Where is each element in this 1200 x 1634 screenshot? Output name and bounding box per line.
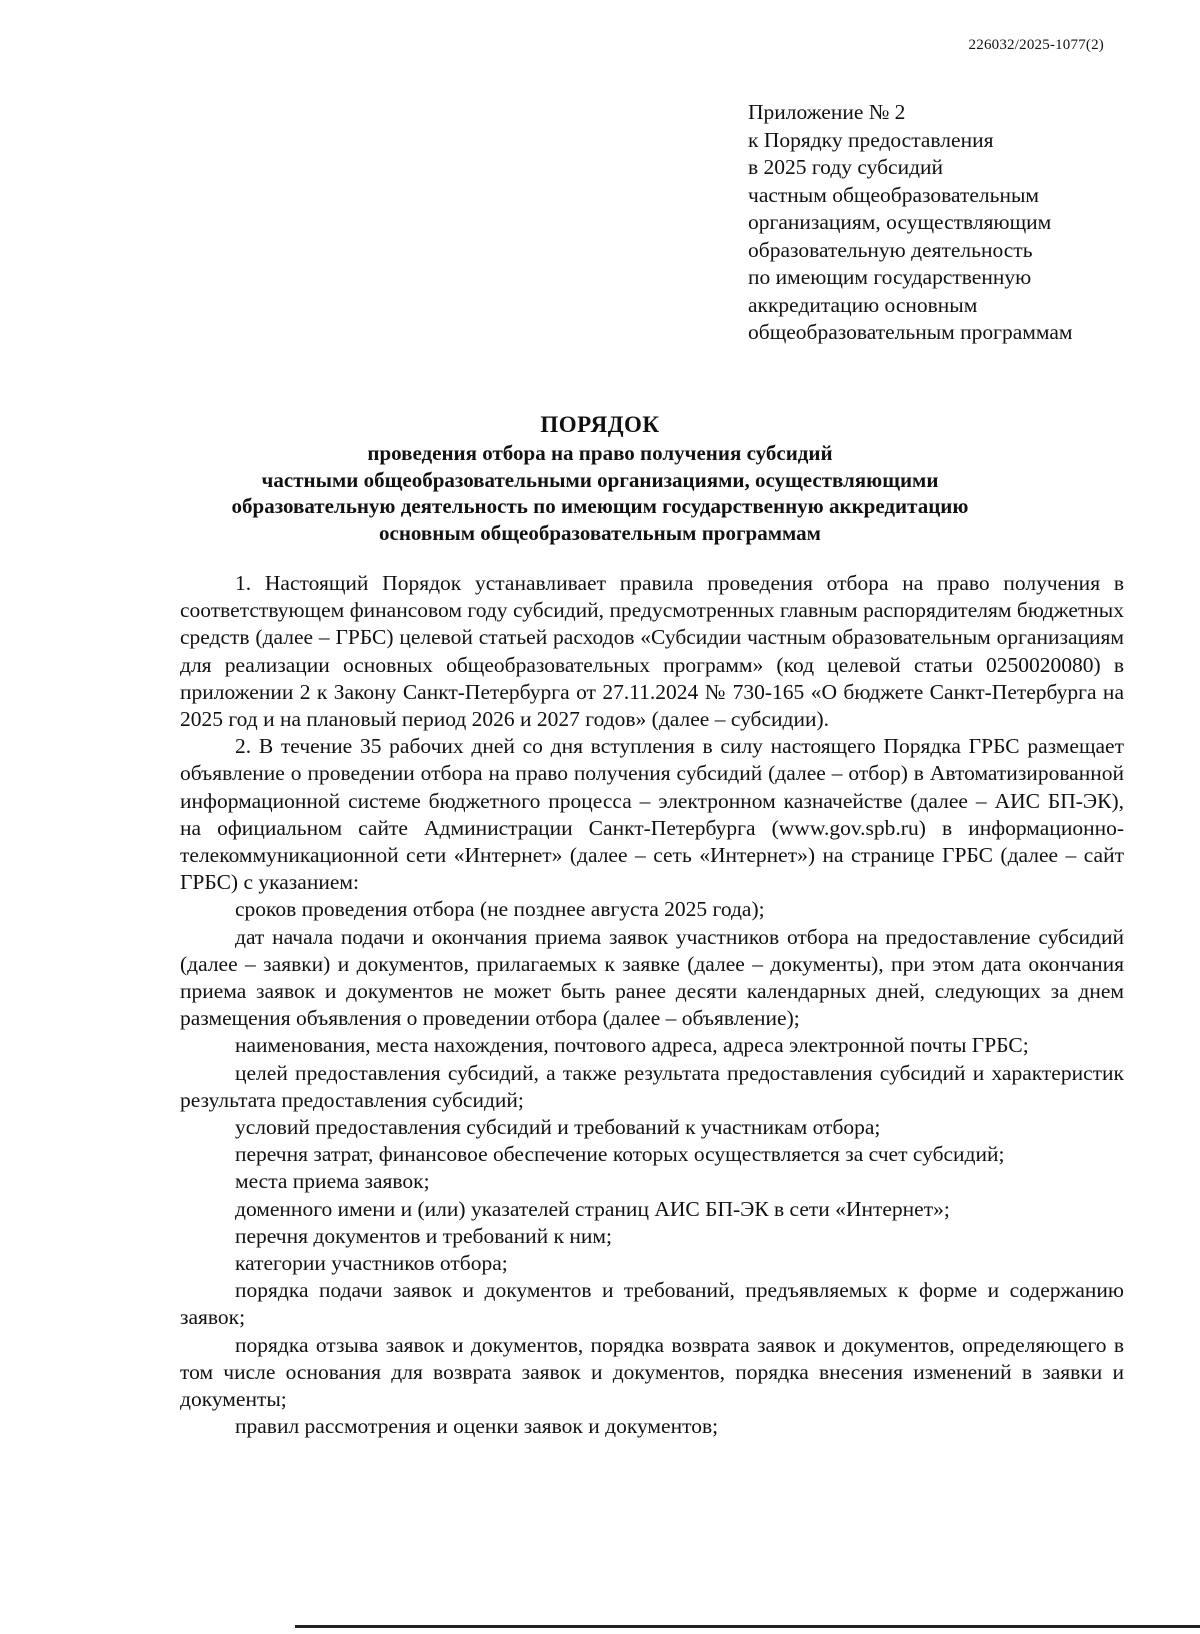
appendix-line: общеобразовательным программам bbox=[748, 320, 1073, 344]
list-item: доменного имени и (или) указателей страниц АИС БП-ЭК в сети «Интернет»; bbox=[235, 1196, 950, 1221]
appendix-line: образовательную деятельность bbox=[748, 237, 1033, 262]
appendix-line: аккредитацию основным bbox=[748, 292, 978, 317]
list-item: целей предоставления субсидий, а также результата предоставления субсидий и характеристик результата предоставления субсидий; bbox=[180, 1060, 1124, 1112]
list-item: категории участников отбора; bbox=[235, 1251, 508, 1276]
list-item: дат начала подачи и окончания приема заявок участников отбора на предоставление субсидий (далее – заявки) и документов, прилагаемых к заявке (далее – документы), при этом дата окончания приема заявок и документов не может быть ранее десяти календарных дней, следующих за днем размещения объявления о проведении отбора (далее – объявление); bbox=[180, 924, 1124, 1031]
document-title bbox=[150, 410, 1050, 546]
title-sub-line: образовательную деятельность по имеющим государственную аккредитацию bbox=[231, 494, 969, 518]
list-item: правил рассмотрения и оценки заявок и документов; bbox=[235, 1414, 719, 1439]
list-item: наименования, места нахождения, почтового адреса, адреса электронной почты ГРБС; bbox=[235, 1033, 1029, 1058]
list-item: порядка отзыва заявок и документов, порядка возврата заявок и документов, определяющего в том числе основания для возврата заявок и документов, порядка внесения изменений в заявки и документы; bbox=[180, 1332, 1124, 1412]
list-item: порядка подачи заявок и документов и требований, предъявляемых к форме и содержанию заявок; bbox=[180, 1278, 1124, 1330]
appendix-line: организациям, осуществляющим bbox=[748, 210, 1052, 234]
appendix-line: в 2025 году субсидий bbox=[748, 155, 944, 179]
list-item: перечня документов и требований к ним; bbox=[235, 1223, 612, 1248]
paragraph-2: 2. В течение 35 рабочих дней со дня вступления в силу настоящего Порядка ГРБС размещает объявление о проведении отбора на право получения субсидий (далее – отбор) в Автоматизированной информационной системе бюджетного процесса – электронном казначействе (далее – АИС БП-ЭК), на официальном сайте Администрации Санкт-Петербурга (www.gov.spb.ru) в информационно-телекоммуникационной сети «Интернет» (далее – сеть «Интернет») на странице ГРБС (далее – сайт ГРБС) с указанием: bbox=[180, 734, 1124, 895]
title-sub-line: основным общеобразовательным программам bbox=[379, 520, 821, 545]
appendix-line: к Порядку предоставления bbox=[748, 127, 994, 152]
appendix-block bbox=[748, 99, 1168, 347]
list-item: условий предоставления субсидий и требований к участникам отбора; bbox=[235, 1115, 881, 1140]
list-item: места приема заявок; bbox=[235, 1169, 430, 1194]
appendix-line: по имеющим государственную bbox=[748, 265, 1032, 289]
title-sub-line: частными общеобразовательными организациями, осуществляющими bbox=[261, 467, 939, 492]
list-item: перечня затрат, финансовое обеспечение которых осуществляется за счет субсидий; bbox=[235, 1142, 1005, 1167]
title-subtitle bbox=[150, 440, 1050, 546]
title-sub-line: проведения отбора на право получения субсидий bbox=[367, 441, 833, 465]
document-body bbox=[180, 570, 1124, 1441]
paragraph-1: 1. Настоящий Порядок устанавливает правила проведения отбора на право получения в соответствующем финансовом году субсидий, предусмотренных главным распорядителям бюджетных средств (далее – ГРБС) целевой статьей расходов «Субсидии частным образовательным организациям для реализации основных общеобразовательных программ» (код целевой статьи 0250020080) в приложении 2 к Закону Санкт-Петербурга от 27.11.2024 № 730-165 «О бюджете Санкт-Петербурга на 2025 год и на плановый период 2026 и 2027 годов» (далее – субсидии). bbox=[180, 571, 1124, 732]
appendix-line: частным общеобразовательным bbox=[748, 182, 1039, 207]
title-main: ПОРЯДОК bbox=[540, 412, 660, 437]
scan-edge-line bbox=[295, 1625, 1200, 1628]
appendix-line: Приложение № 2 bbox=[748, 100, 906, 124]
list-item: сроков проведения отбора (не позднее августа 2025 года); bbox=[235, 897, 765, 922]
document-number: 226032/2025-1077(2) bbox=[968, 37, 1104, 53]
